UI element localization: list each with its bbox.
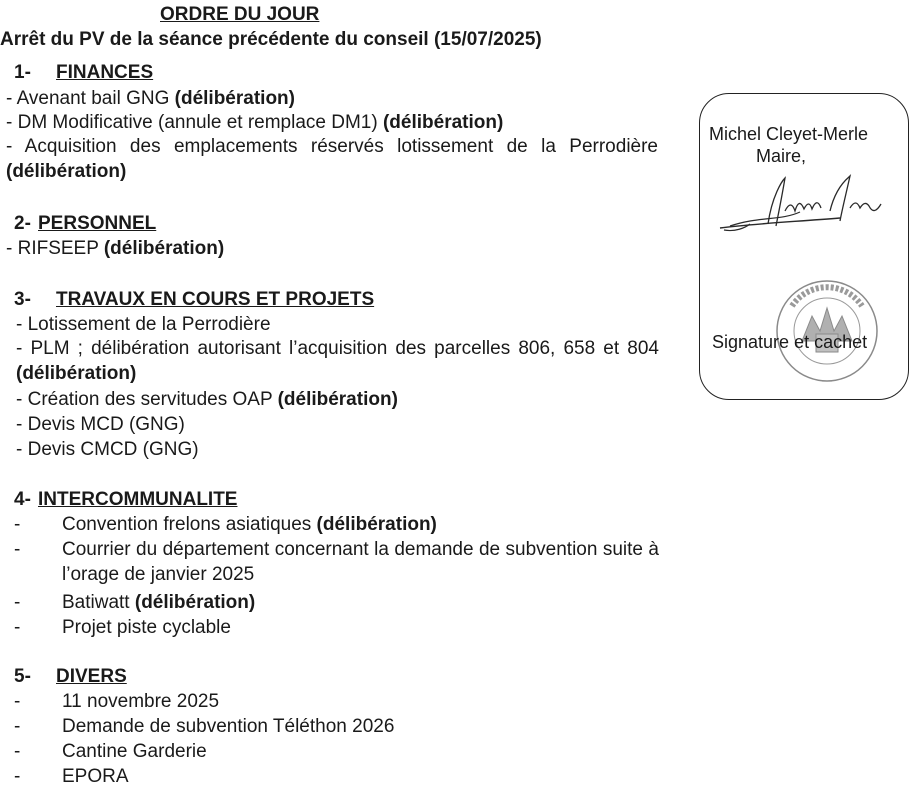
agenda-item: - PLM ; délibération autorisant l’acquisition des parcelles 806, 658 et 804 (délibération) xyxy=(16,338,659,384)
dash: - xyxy=(14,539,21,560)
section-label: DIVERS xyxy=(56,666,127,687)
section-number: 1- xyxy=(14,62,31,83)
section-number: 2- xyxy=(14,213,31,234)
agenda-item: Convention frelons asiatiques (délibération) xyxy=(62,514,437,535)
section-number: 3- xyxy=(14,289,31,310)
agenda-item: Batiwatt (délibération) xyxy=(62,592,256,613)
dash: - xyxy=(14,592,21,613)
signature-box xyxy=(699,93,909,400)
dash: - xyxy=(14,691,21,712)
section-label: PERSONNEL xyxy=(38,213,157,234)
handwritten-signature xyxy=(690,166,900,246)
agenda-item: 11 novembre 2025 xyxy=(62,691,220,712)
section-heading-intercommunalite xyxy=(14,489,237,511)
agenda-item: - Création des servitudes OAP (délibération) xyxy=(16,389,398,410)
section-number: 4- xyxy=(14,489,31,510)
section-heading-divers xyxy=(14,666,127,688)
agenda-item: - Devis CMCD (GNG) xyxy=(16,439,199,460)
agenda-item: - RIFSEEP (délibération) xyxy=(6,238,225,259)
signature-caption: Signature et cachet xyxy=(712,332,868,352)
section-label: INTERCOMMUNALITE xyxy=(38,489,238,510)
mayor-title: Maire, xyxy=(756,146,807,166)
section-label: TRAVAUX EN COURS ET PROJETS xyxy=(56,289,375,310)
agenda-item: - Avenant bail GNG (délibération) xyxy=(6,88,295,109)
section-heading-personnel xyxy=(14,213,156,235)
agenda-item: Demande de subvention Téléthon 2026 xyxy=(62,716,395,737)
dash: - xyxy=(14,741,21,762)
dash: - xyxy=(14,617,21,638)
agenda-item: Cantine Garderie xyxy=(62,741,207,762)
agenda-item: Courrier du département concernant la demande de subvention suite à l’orage de janvier 2025 xyxy=(62,539,659,585)
section-heading-travaux xyxy=(14,289,374,311)
agenda-item: - Acquisition des emplacements réservés lotissement de la Perrodière (délibération) xyxy=(6,136,659,182)
mayor-name: Michel Cleyet-Merle xyxy=(709,124,869,144)
section-label: FINANCES xyxy=(56,62,154,83)
dash: - xyxy=(14,716,21,737)
agenda-item: - DM Modificative (annule et remplace DM1) (délibération) xyxy=(6,112,504,133)
section-number: 5- xyxy=(14,666,31,687)
official-stamp xyxy=(772,276,882,386)
dash: - xyxy=(14,514,21,535)
agenda-item: - Lotissement de la Perrodière xyxy=(16,314,271,335)
agenda-title: ORDRE DU JOUR xyxy=(160,4,320,25)
dash: - xyxy=(14,766,21,787)
section-heading-finances xyxy=(14,62,153,84)
agenda-item: - Devis MCD (GNG) xyxy=(16,414,185,435)
agenda-item: EPORA xyxy=(62,766,129,787)
pv-approval-line: Arrêt du PV de la séance précédente du conseil (15/07/2025) xyxy=(0,29,542,50)
agenda-item: Projet piste cyclable xyxy=(62,617,231,638)
